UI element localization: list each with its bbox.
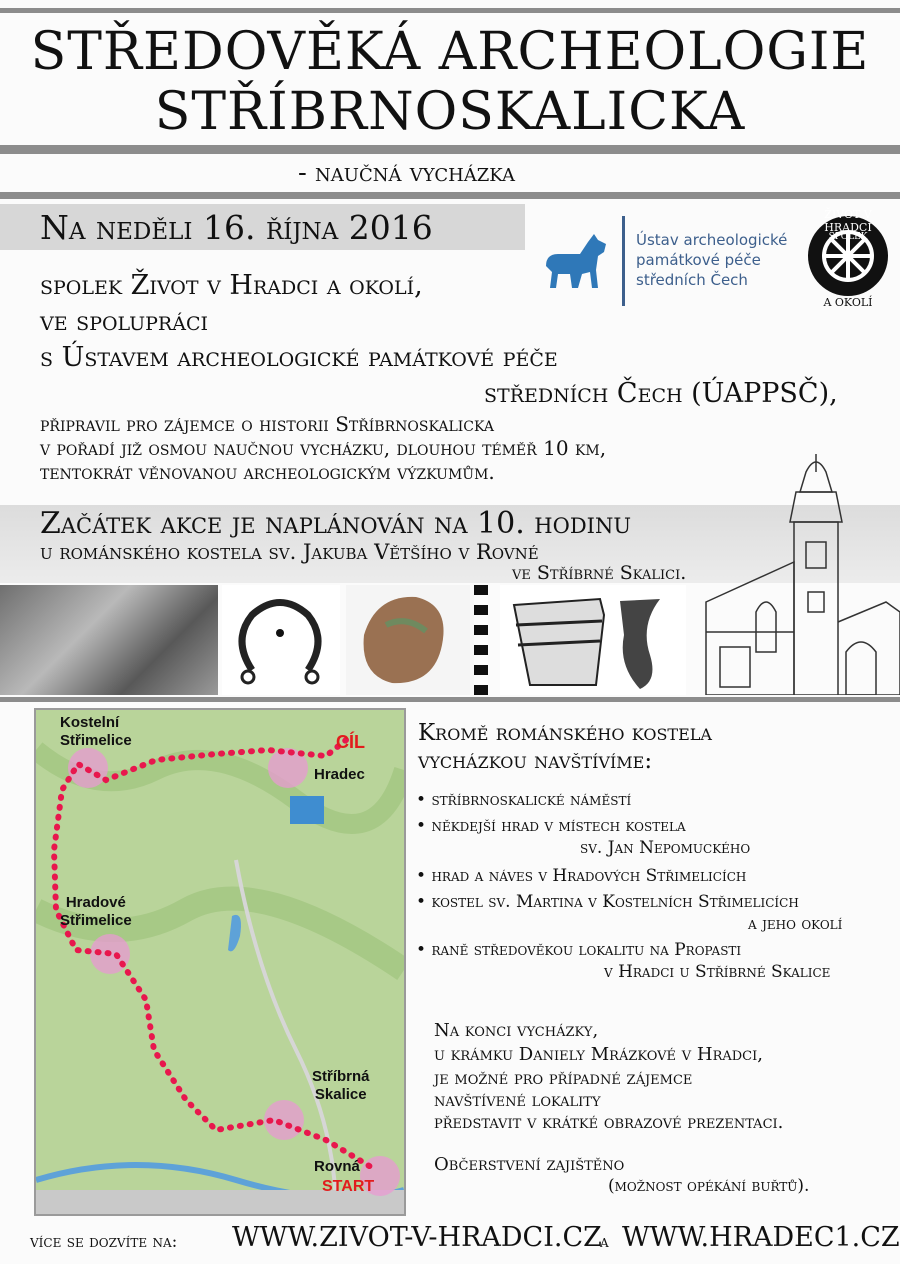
pottery-drawing	[500, 585, 686, 695]
visit-item-5-cont: v Hradci u Stříbrné Skalice	[604, 962, 831, 982]
footer-prefix: více se dozvíte na:	[30, 1232, 178, 1252]
excavation-photo	[0, 585, 218, 695]
label-stribrna	[312, 1068, 370, 1104]
label-start: START	[322, 1178, 375, 1195]
strip-rule	[0, 697, 900, 702]
spolek-top-text: ŽIVOT V HRADCI	[824, 208, 872, 234]
label-hradec: Hradec	[314, 766, 365, 783]
refresh-line-2: (možnost opékání buřtů).	[608, 1176, 810, 1196]
end-note-1: Na konci vycházky,	[434, 1020, 599, 1041]
start-line-2: ve Stříbrné Skalici.	[512, 562, 687, 584]
subtitle: - naučná vycházka	[298, 158, 516, 188]
visit-item-4: • kostel sv. Martina v Kostelních Střimelicích	[416, 892, 799, 912]
footer-join: a	[600, 1232, 609, 1252]
organizers-line-2: ve spolupráci	[40, 306, 208, 337]
institute-logo-text	[636, 230, 787, 290]
refresh-line-1: Občerstvení zajištěno	[434, 1154, 625, 1175]
event-date: Na neděli 16. října 2016	[40, 208, 433, 247]
ring-artifact-photo	[222, 585, 340, 695]
organizers-line-1: spolek Život v Hradci a okolí,	[40, 270, 423, 301]
visit-item-4-cont: a jeho okolí	[748, 914, 843, 934]
route-map	[34, 708, 406, 1216]
intro-line-3: tentokrát věnovanou archeologickým výzkumům.	[40, 460, 495, 484]
end-note-2: u krámku Daniely Mrázkové v Hradci,	[434, 1044, 763, 1065]
institute-line-2: památkové péče	[636, 251, 761, 269]
route-map-graphic	[36, 710, 404, 1214]
label-hradove-1: Hradové	[65, 894, 126, 911]
start-line-1: u románského kostela sv. Jakuba Většího v Rovné	[40, 540, 539, 564]
label-kostelni-1: Kostelní	[60, 714, 120, 731]
footer-url-zivot[interactable]: WWW.ZIVOT-V-HRADCI.CZ	[232, 1222, 602, 1253]
horse-logo-icon	[540, 226, 610, 296]
visit-item-5: • raně středověkou lokalitu na Propasti	[416, 940, 741, 960]
logo-divider	[622, 216, 625, 306]
end-note-5: představit v krátké obrazové prezentaci.	[434, 1112, 784, 1133]
label-hradove-2: Střimelice	[60, 912, 132, 929]
footer-url-hradec1[interactable]: WWW.HRADEC1.CZ	[622, 1222, 900, 1253]
visit-item-2-cont: sv. Jan Nepomuckého	[580, 838, 751, 858]
visit-heading-2: vycházkou navštívíme:	[418, 748, 653, 774]
top-rule	[0, 8, 900, 13]
intro-line-2: v pořadí již osmou naučnou vycházku, dlouhou téměř 10 km,	[40, 436, 607, 460]
start-headline: Začátek akce je naplánován na 10. hodinu	[40, 506, 632, 541]
end-note-3: je možné pro případné zájemce	[434, 1068, 693, 1089]
organizers-line-4: středních Čech (ÚAPPSČ),	[484, 378, 838, 409]
intro-line-1: připravil pro zájemce o historii Stříbrnoskalicka	[40, 412, 494, 436]
label-kostelni-2: Střimelice	[60, 732, 132, 749]
organizers-line-3: s Ústavem archeologické památkové péče	[40, 342, 558, 373]
spolek-logo	[800, 206, 896, 310]
subtitle-rule	[0, 192, 900, 199]
label-stribrna-1: Stříbrná	[312, 1068, 370, 1085]
visit-item-3: • hrad a náves v Hradových Střimelicích	[416, 866, 746, 886]
label-hradove	[60, 894, 132, 930]
title-line-2: STŘÍBRNOSKALICKA	[154, 82, 746, 142]
label-cil: CÍL	[336, 732, 365, 752]
label-kostelni	[60, 714, 132, 750]
visit-item-2: • někdejší hrad v místech kostela	[416, 816, 686, 836]
visit-item-1: • stříbrnoskalické náměstí	[416, 790, 631, 810]
label-stribrna-2: Skalice	[314, 1086, 367, 1103]
scale-bar	[474, 585, 488, 695]
spolek-middle-text: SPOLEK	[828, 232, 868, 242]
institute-line-1: Ústav archeologické	[636, 231, 788, 249]
title-rule	[0, 145, 900, 154]
fragment-photo	[346, 585, 470, 695]
visit-heading-1: Kromě románského kostela	[418, 720, 712, 746]
title-line-1: STŘEDOVĚKÁ ARCHEOLOGIE	[30, 22, 870, 82]
end-note-4: navštívené lokality	[434, 1090, 601, 1111]
church-drawing-icon	[696, 452, 900, 695]
institute-line-3: středních Čech	[636, 271, 748, 289]
spolek-bottom-text: A OKOLÍ	[823, 296, 873, 309]
label-rovna: Rovná	[314, 1158, 360, 1175]
